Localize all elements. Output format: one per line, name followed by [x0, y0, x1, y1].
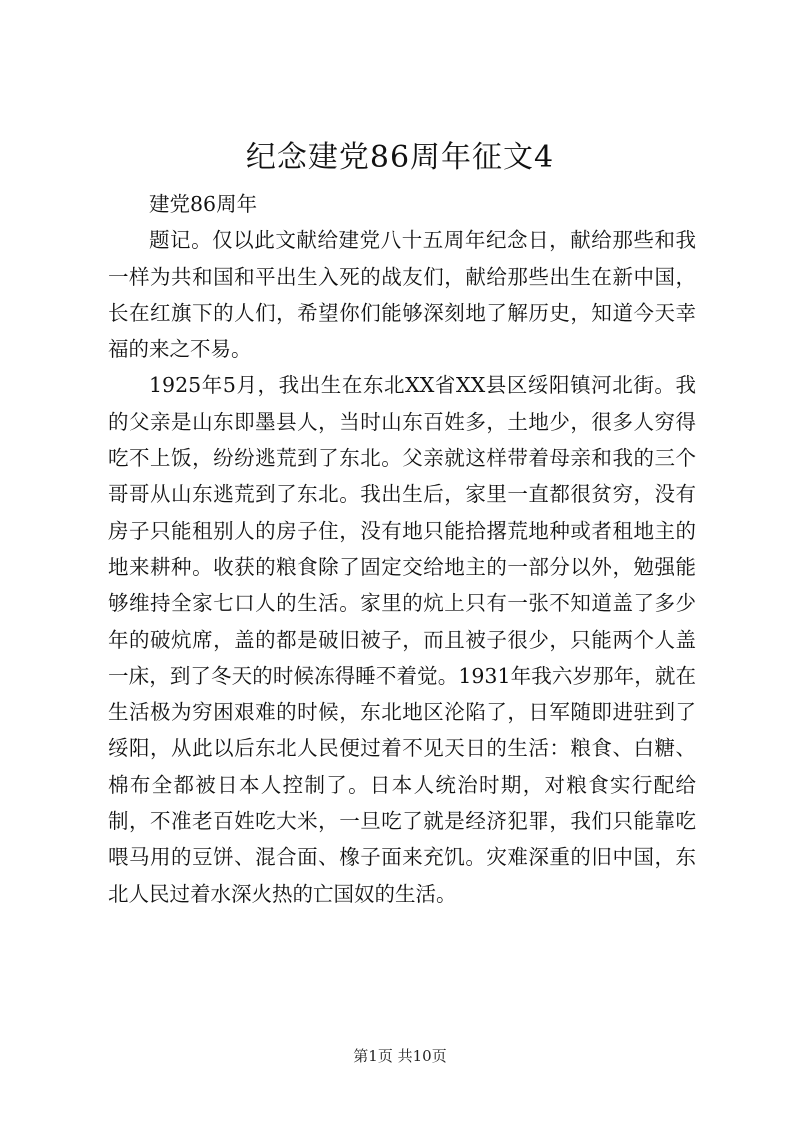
foreword-paragraph: 题记。仅以此文献给建党八十五周年纪念日，献给那些和我一样为共和国和平出生入死的战友们，献给那些出生在新中国，长在红旗下的人们，希望你们能够深刻地了解历史，知道今天幸福的来之不易。: [108, 228, 696, 362]
subtitle-paragraph: 建党86周年: [149, 192, 258, 216]
page-footer: 第1页 共10页: [353, 1047, 447, 1065]
document-title: 纪念建党86周年征文4: [245, 140, 555, 175]
document-body: [108, 186, 696, 912]
main-paragraph: 1925年5月，我出生在东北XX省XX县区绥阳镇河北街。我的父亲是山东即墨县人，当时山东百姓多，土地少，很多人穷得吃不上饭，纷纷逃荒到了东北。父亲就这样带着母亲和我的三个哥哥从山东逃荒到了东北。我出生后，家里一直都很贫穷，没有房子只能租别人的房子住，没有地只能拾撂荒地种或者租地主的地来耕种。收获的粮食除了固定交给地主的一部分以外，勉强能够维持全家七口人的生活。家里的炕上只有一张不知道盖了多少年的破炕席，盖的都是破旧被子，而且被子很少，只能两个人盖一床，到了冬天的时候冻得睡不着觉。1931年我六岁那年，就在生活极为穷困艰难的时候，东北地区沦陷了，日军随即进驻到了绥阳，从此以后东北人民便过着不见天日的生活：粮食、白糖、棉布全都被日本人控制了。日本人统治时期，对粮食实行配给制，不准老百姓吃大米，一旦吃了就是经济犯罪，我们只能靠吃喂马用的豆饼、混合面、橡子面来充饥。灾难深重的旧中国，东北人民过着水深火热的亡国奴的生活。: [108, 373, 696, 906]
